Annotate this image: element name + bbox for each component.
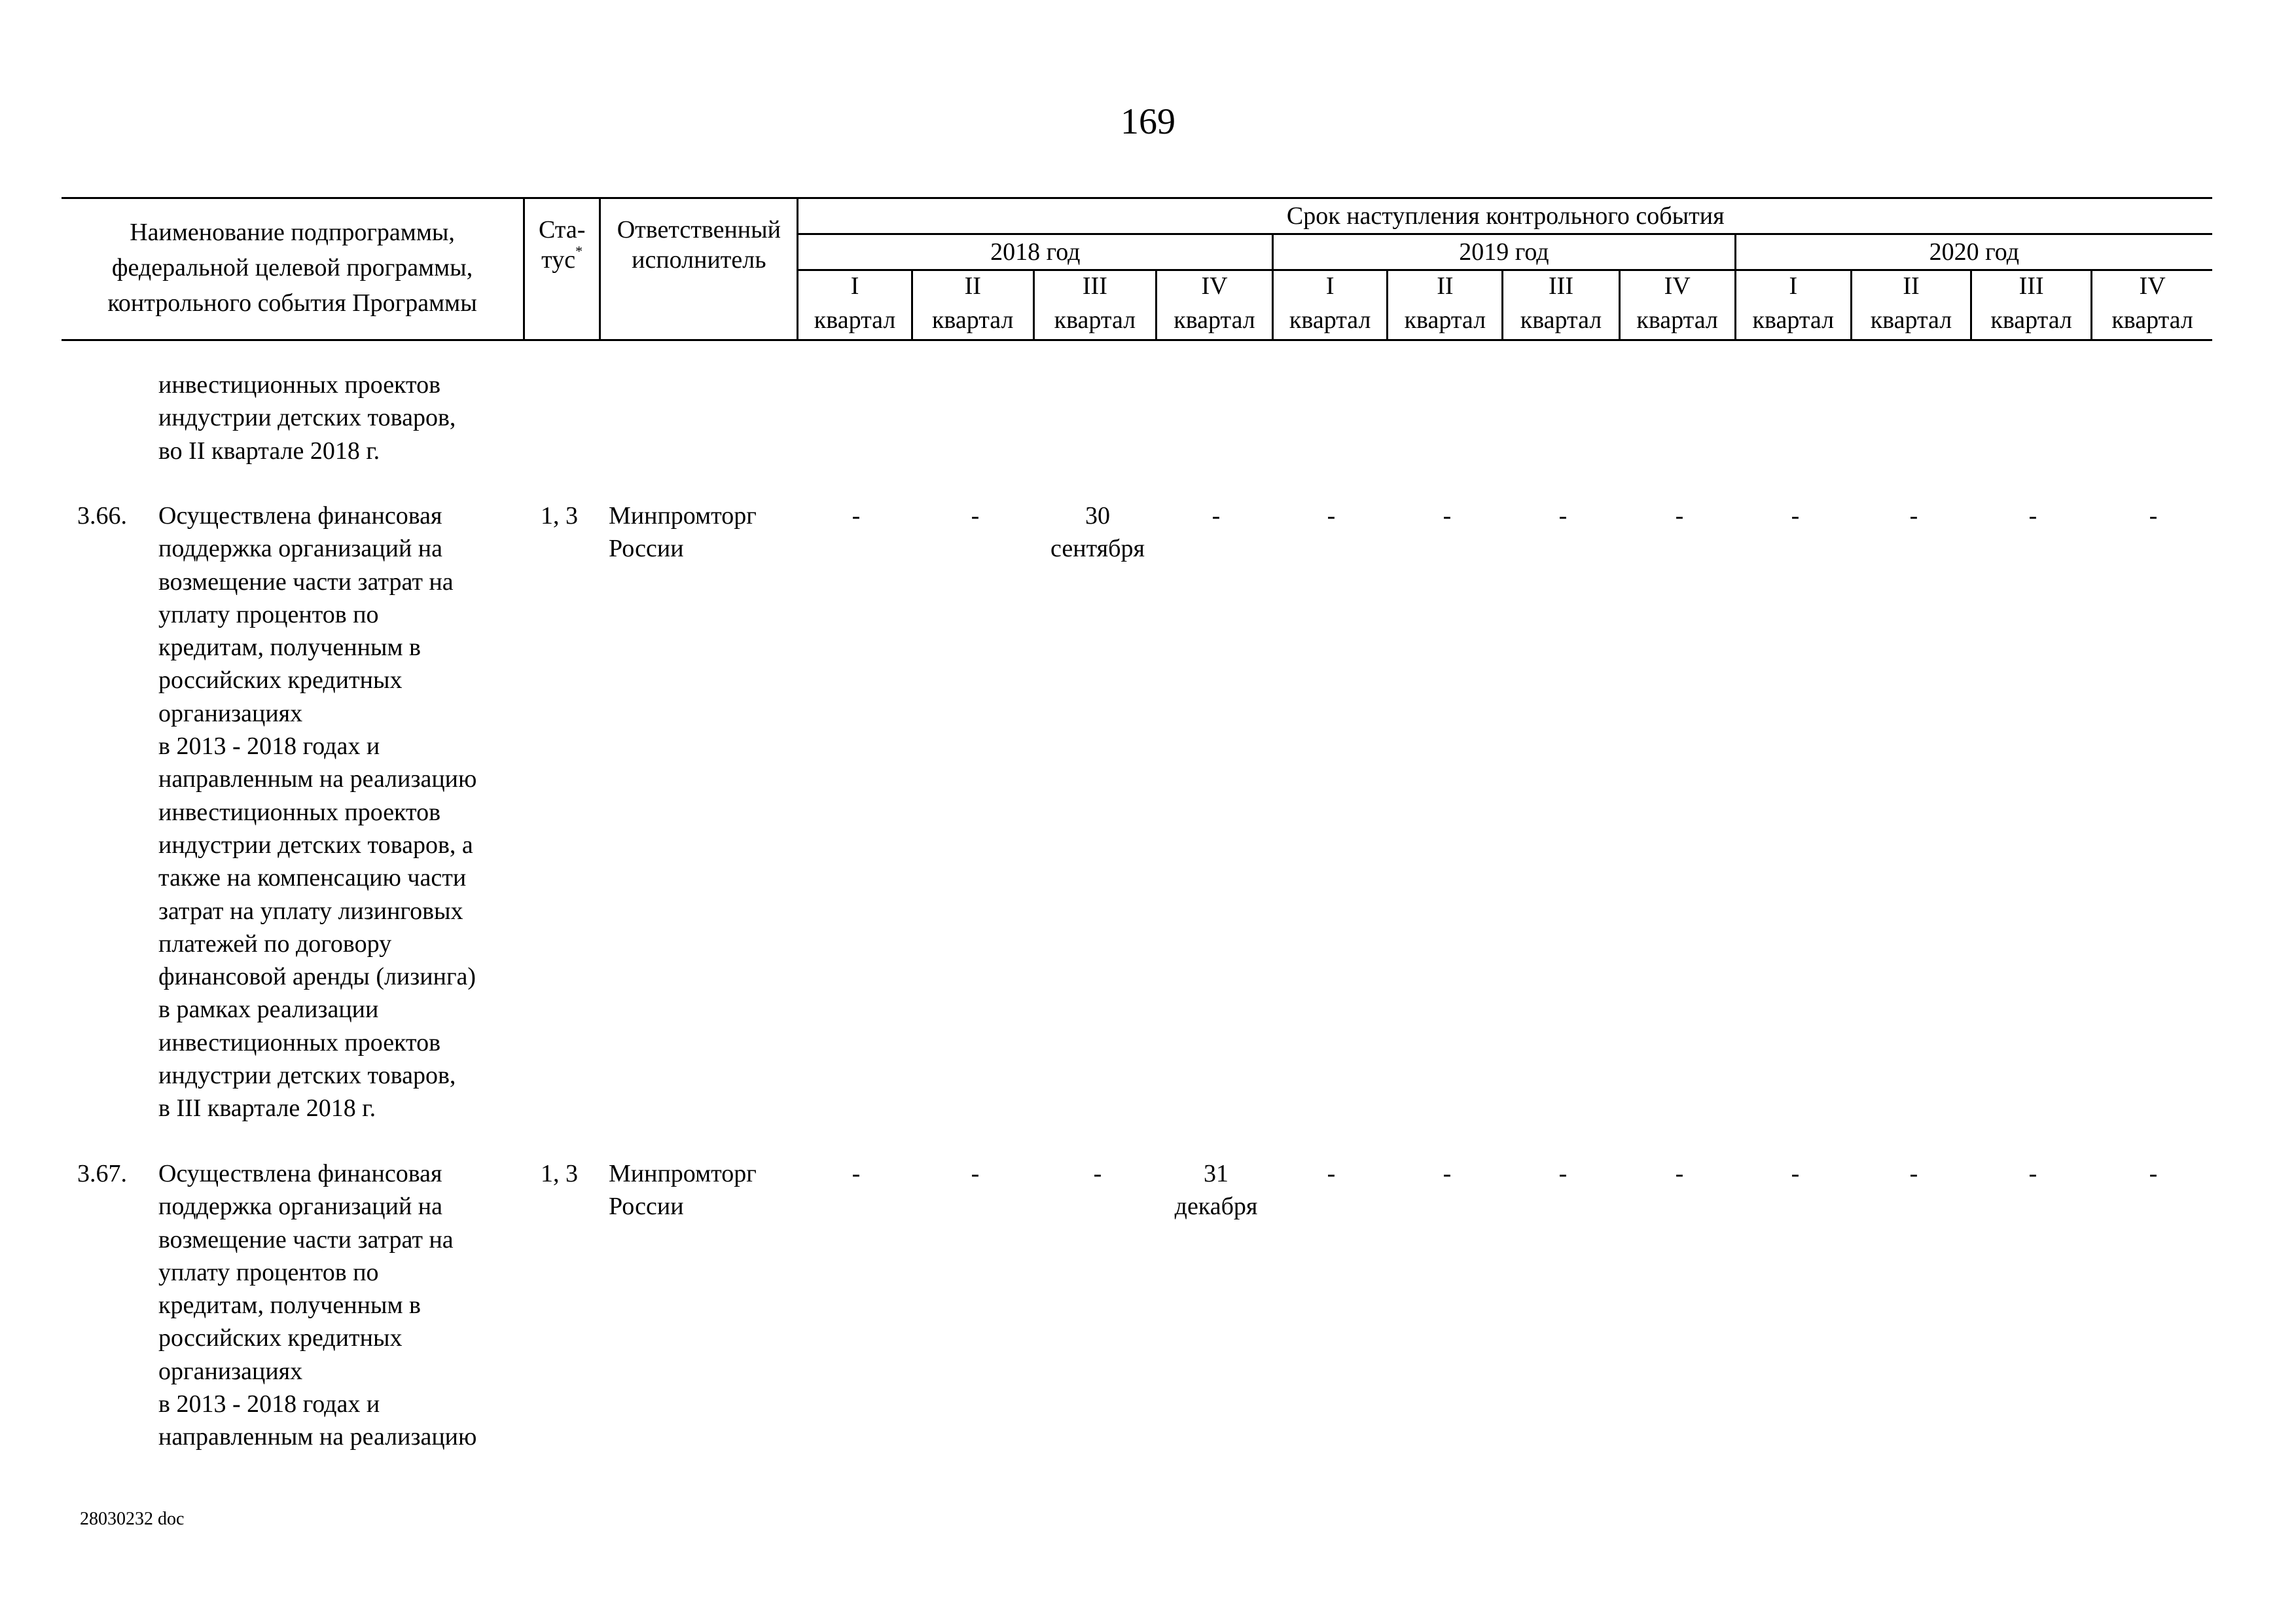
quarter-value: - (1558, 1160, 1568, 1187)
header-quarter: III (1971, 270, 2092, 306)
text-line: финансовой аренды (лизинга) (158, 963, 476, 991)
header-status-text: Ста-тус (538, 216, 586, 274)
text-line: уплату процентов по (158, 600, 379, 628)
quarter-value (1039, 499, 1157, 565)
header-quarter-word: квартал (1971, 305, 2092, 340)
quarter-value: - (2149, 502, 2158, 530)
quarter-value: - (1909, 502, 1918, 530)
row-description (158, 1157, 476, 1454)
text-line: Минпромторг (609, 1160, 757, 1187)
text-line: российских кредитных (158, 666, 403, 695)
row-status: 1, 3 (541, 1160, 578, 1187)
quarter-value: - (1675, 1160, 1684, 1187)
quarter-value-day: 30 (1085, 502, 1110, 530)
header-quarter-word: квартал (1388, 305, 1503, 340)
quarter-value: - (1211, 502, 1221, 530)
text-line: Минпромторг (609, 502, 757, 530)
text-line: российских кредитных (158, 1324, 403, 1352)
text-line: направленным на реализацию (158, 765, 477, 793)
text-line: в III квартале 2018 г. (158, 1094, 376, 1123)
header-quarter-word: квартал (1619, 305, 1735, 340)
quarter-value: - (971, 502, 980, 530)
header-quarter: II (912, 270, 1033, 306)
header-quarter-word: квартал (1851, 305, 1971, 340)
header-quarter: I (1273, 270, 1388, 306)
row-status: 1, 3 (541, 502, 578, 530)
text-line: поддержка организаций на (158, 1193, 442, 1221)
quarter-value: - (852, 1160, 861, 1187)
text-line: направленным на реализацию (158, 1423, 477, 1451)
text-line: затрат на уплату лизинговых (158, 897, 463, 925)
text-line: индустрии детских товаров, а (158, 831, 473, 859)
quarter-value: - (2149, 1160, 2158, 1187)
header-quarter-word: квартал (1033, 305, 1156, 340)
row-responsible (609, 1157, 757, 1223)
text-line: индустрии детских товаров, (158, 1062, 456, 1090)
document-code: 28030232 doc (80, 1509, 185, 1529)
text-line: кредитам, полученным в (158, 1291, 421, 1320)
header-quarter: II (1851, 270, 1971, 306)
header-quarter-word: квартал (798, 305, 912, 340)
header-year-2019: 2019 год (1273, 234, 1736, 270)
quarter-value: - (1791, 502, 1800, 530)
header-quarter: I (798, 270, 912, 306)
row-number: 3.66. (77, 502, 127, 530)
header-resp-col: Ответственный исполнитель (600, 198, 798, 340)
quarter-value: - (1791, 1160, 1800, 1187)
text-line: платежей по договору (158, 929, 392, 958)
text-line: Осуществлена финансовая (158, 1160, 442, 1187)
text-line: возмещение части затрат на (158, 568, 454, 596)
text-line: организациях (158, 1357, 303, 1385)
text-line: в рамках реализации (158, 996, 379, 1024)
quarter-value: - (1443, 502, 1452, 530)
text-line: России (609, 1193, 684, 1220)
header-quarter: III (1033, 270, 1156, 306)
quarter-value (1157, 1157, 1275, 1223)
text-line: организациях (158, 699, 303, 727)
text-line: кредитам, полученным в (158, 634, 421, 662)
header-quarter: IV (1156, 270, 1272, 306)
header-quarter: I (1735, 270, 1851, 306)
quarter-value-month: сентября (1050, 535, 1145, 562)
header-deadline-col: Срок наступления контрольного события (798, 198, 2212, 234)
text-line: в 2013 - 2018 годах и (158, 732, 380, 761)
text-line: во II квартале 2018 г. (158, 437, 380, 465)
header-name-col: Наименование подпрограммы, федеральной целевой программы, контрольного события Программы (62, 198, 524, 340)
row-number: 3.67. (77, 1160, 127, 1187)
quarter-value: - (1327, 1160, 1336, 1187)
text-line: в 2013 - 2018 годах и (158, 1390, 380, 1418)
quarter-value: - (1327, 502, 1336, 530)
row-responsible (609, 499, 757, 565)
row-description (158, 499, 476, 1125)
text-line: индустрии детских товаров, (158, 404, 456, 432)
header-quarter: IV (2092, 270, 2212, 306)
quarter-value: - (1675, 502, 1684, 530)
quarter-value: - (2028, 502, 2037, 530)
text-line: инвестиционных проектов (158, 371, 441, 399)
header-quarter-word: квартал (1273, 305, 1388, 340)
text-line: инвестиционных проектов (158, 1028, 441, 1056)
continuation-text (158, 369, 456, 467)
header-quarter-word: квартал (2092, 305, 2212, 340)
header-quarter-word: квартал (1503, 305, 1619, 340)
header-quarter: III (1503, 270, 1619, 306)
text-line: Осуществлена финансовая (158, 502, 442, 530)
header-quarter-word: квартал (1735, 305, 1851, 340)
header-status-col (524, 198, 600, 340)
text-line: также на компенсацию части (158, 864, 467, 892)
text-line: уплату процентов по (158, 1258, 379, 1286)
header-quarter-word: квартал (912, 305, 1033, 340)
quarter-value: - (971, 1160, 980, 1187)
text-line: поддержка организаций на (158, 535, 442, 563)
header-quarter: IV (1619, 270, 1735, 306)
page-number: 169 (1121, 101, 1175, 142)
quarter-value: - (1093, 1160, 1102, 1187)
quarter-value-day: 31 (1204, 1160, 1229, 1187)
quarter-value: - (1558, 502, 1568, 530)
header-quarter: II (1388, 270, 1503, 306)
table-header (62, 197, 2212, 341)
text-line: возмещение части затрат на (158, 1225, 454, 1254)
header-year-2020: 2020 год (1735, 234, 2212, 270)
text-line: инвестиционных проектов (158, 798, 441, 826)
text-line: России (609, 535, 684, 562)
header-year-2018: 2018 год (798, 234, 1273, 270)
header-quarter-word: квартал (1156, 305, 1272, 340)
quarter-value: - (2028, 1160, 2037, 1187)
quarter-value: - (1443, 1160, 1452, 1187)
header-status-mark: * (575, 243, 583, 259)
quarter-value-month: декабря (1174, 1193, 1258, 1220)
quarter-value: - (852, 502, 861, 530)
quarter-value: - (1909, 1160, 1918, 1187)
